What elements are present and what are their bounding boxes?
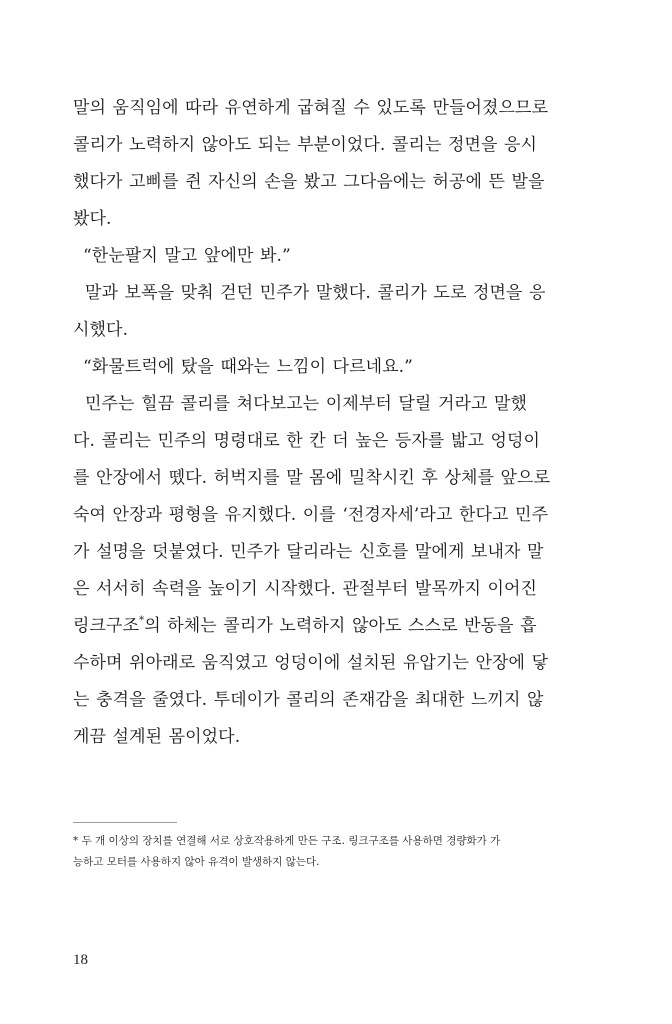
text-line: 를 안장에서 뗐다. 허벅지를 말 몸에 밀착시킨 후 상체를 앞으로: [73, 468, 551, 488]
dialogue-line: “화물트럭에 탔을 때와는 느낌이 다르네요.”: [83, 357, 413, 377]
text-line-with-footnote-mark: [73, 608, 553, 645]
text-line: 수하며 위아래로 움직였고 엉덩이에 설치된 유압기는 안장에 닿: [73, 653, 549, 673]
text-line: 봤다.: [73, 209, 112, 229]
footnote-marker[interactable]: *: [139, 615, 145, 626]
footnote-divider: [73, 822, 177, 823]
text-line: 게끔 설계된 몸이었다.: [73, 727, 241, 747]
footnote: [73, 831, 563, 873]
page-number: 18: [73, 952, 88, 968]
text-line: 는 충격을 줄였다. 투데이가 콜리의 존재감을 최대한 느끼지 않: [73, 690, 544, 710]
text-line: 은 서서히 속력을 높이기 시작했다. 관절부터 발목까지 이어진: [73, 579, 538, 599]
text-line: 콜리가 노력하지 않아도 되는 부분이었다. 콜리는 정면을 응시: [73, 135, 538, 155]
body-text: [73, 90, 553, 756]
footnote-line: * 두 개 이상의 장치를 연결해 서로 상호작용하게 만든 구조. 링크구조를 사용하면 경량화가 가: [73, 835, 501, 847]
paragraph-start-line: 민주는 힐끔 콜리를 쳐다보고는 이제부터 달릴 거라고 말했: [85, 394, 528, 414]
text-line: 시했다.: [73, 320, 129, 340]
linked-term: 링크구조: [73, 616, 140, 636]
text-line: 숙여 안장과 평형을 유지했다. 이를 ‘전경자세’라고 한다고 민주: [73, 505, 549, 525]
footnote-line: 능하고 모터를 사용하지 않아 유격이 발생하지 않는다.: [73, 856, 320, 868]
text-line: 말의 움직임에 따라 유연하게 굽혀질 수 있도록 만들어졌으므로: [73, 98, 549, 118]
text-line: 했다가 고삐를 쥔 자신의 손을 봤고 그다음에는 허공에 뜬 발을: [73, 172, 545, 192]
paragraph-start-line: 말과 보폭을 맞춰 걷던 민주가 말했다. 콜리가 도로 정면을 응: [85, 283, 546, 303]
text-line: 가 설명을 덧붙였다. 민주가 달리라는 신호를 말에게 보내자 말: [73, 542, 544, 562]
text-line: 다. 콜리는 민주의 명령대로 한 칸 더 높은 등자를 밟고 엉덩이: [73, 431, 541, 451]
text-fragment: 의 하체는 콜리가 노력하지 않아도 스스로 반동을 흡: [144, 616, 537, 636]
dialogue-line: “한눈팔지 말고 앞에만 봐.”: [83, 246, 291, 266]
